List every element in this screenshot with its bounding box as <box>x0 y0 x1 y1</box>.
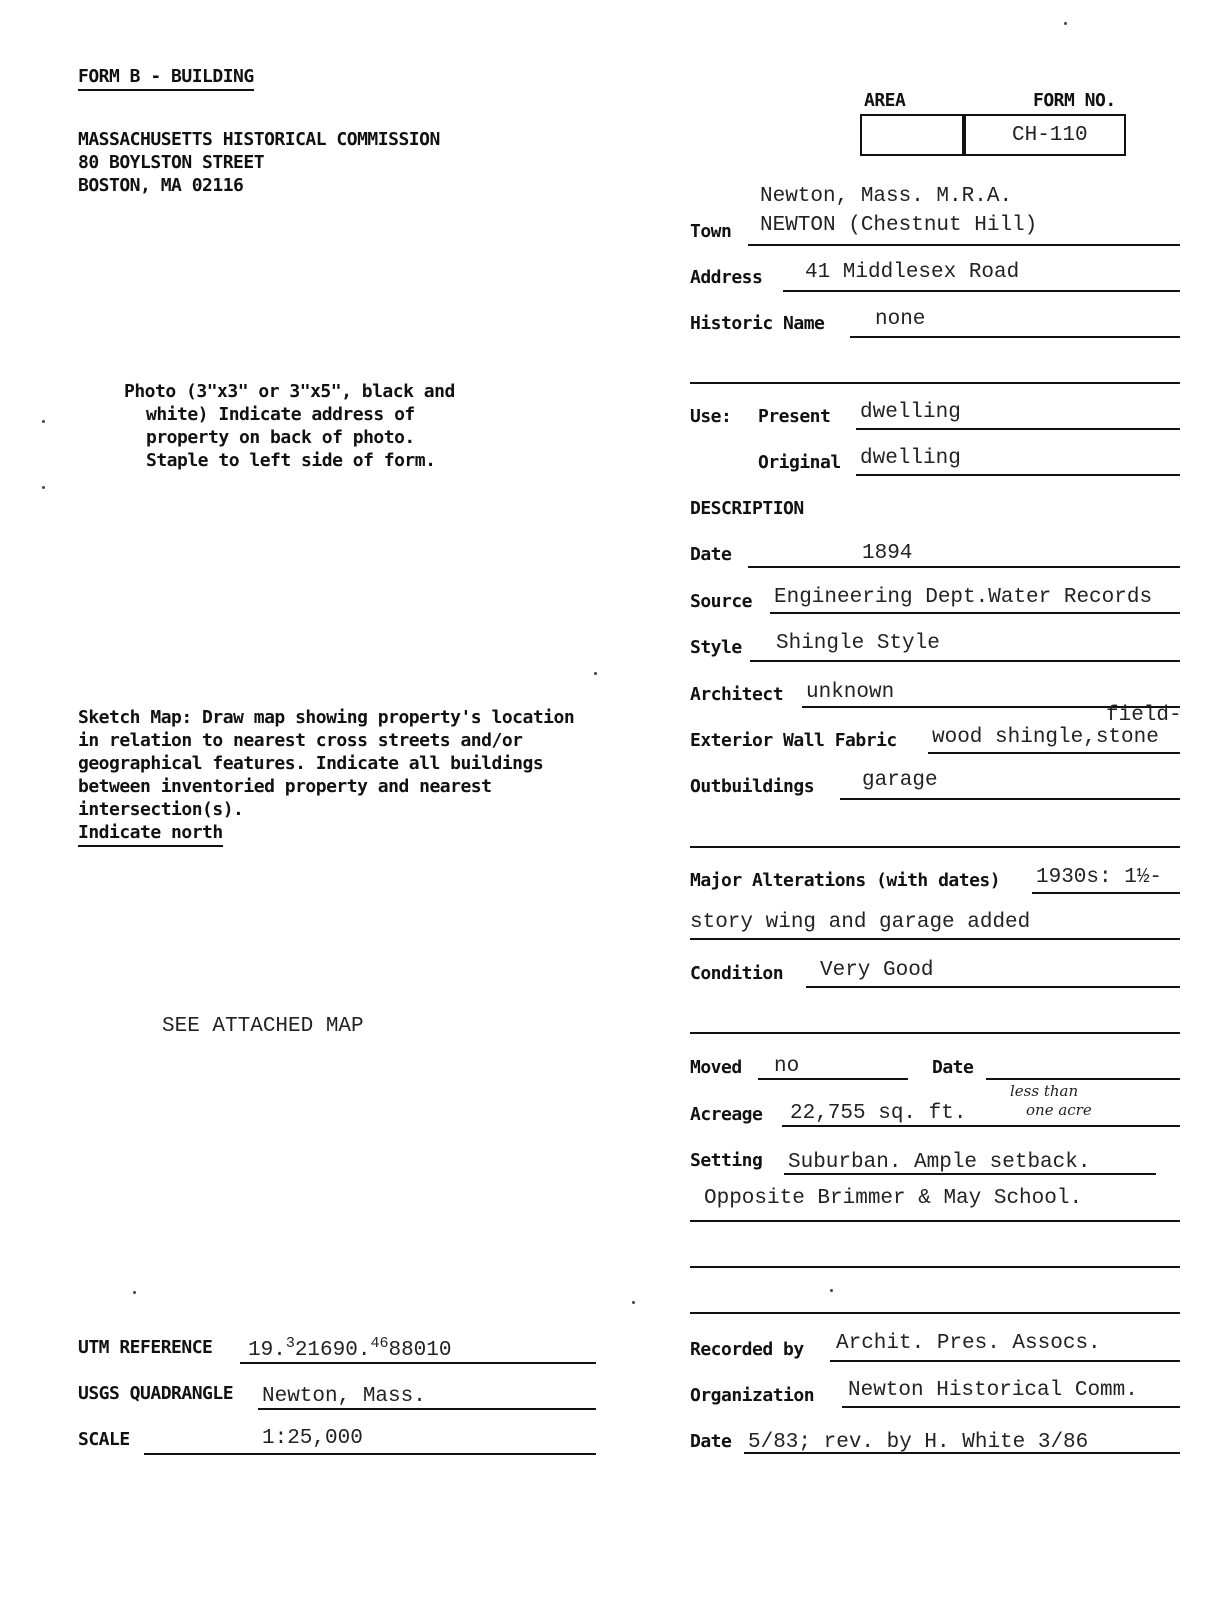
town-line <box>748 244 1180 246</box>
organization-line <box>842 1406 1180 1408</box>
condition-line <box>806 986 1180 988</box>
present-label: Present <box>758 406 831 427</box>
source-label: Source <box>690 591 753 612</box>
utm-value <box>248 1335 451 1362</box>
commission-city: BOSTON, MA 02116 <box>78 175 244 196</box>
setting-value-2: Opposite Brimmer & May School. <box>704 1187 1083 1210</box>
photo-instruction-line: Photo (3"x3" or 3"x5", black and <box>124 381 455 402</box>
sketch-map-line: geographical features. Indicate all buildings <box>78 753 544 774</box>
blank-line <box>690 1312 1180 1314</box>
historic-name-label: Historic Name <box>690 313 825 334</box>
setting-label: Setting <box>690 1150 763 1171</box>
sketch-map-line: between inventoried property and nearest <box>78 776 492 797</box>
style-label: Style <box>690 637 742 658</box>
form-title: FORM B - BUILDING <box>78 66 254 91</box>
utm-zone: 19. <box>248 1339 286 1362</box>
scan-speck <box>1064 22 1067 25</box>
utm-line <box>240 1362 596 1364</box>
area-label: AREA <box>864 90 906 111</box>
record-date-value: 5/83; rev. by H. White 3/86 <box>748 1431 1089 1454</box>
scan-speck <box>594 672 597 675</box>
alterations-value-2: story wing and garage added <box>690 911 1031 934</box>
alterations-label: Major Alterations (with dates) <box>690 870 1001 891</box>
recorded-by-value: Archit. Pres. Assocs. <box>836 1332 1101 1355</box>
acreage-note-2: one acre <box>1026 1101 1092 1119</box>
sketch-map-line: Sketch Map: Draw map showing property's location <box>78 707 575 728</box>
scale-value: 1:25,000 <box>262 1427 363 1450</box>
utm-easting: 21690. <box>294 1339 371 1362</box>
wall-fabric-value: wood shingle,stone <box>932 726 1159 749</box>
commission-name: MASSACHUSETTS HISTORICAL COMMISSION <box>78 129 440 150</box>
present-line <box>856 428 1180 430</box>
recorded-by-line <box>830 1360 1180 1362</box>
acreage-line <box>782 1125 1180 1127</box>
wall-fabric-label: Exterior Wall Fabric <box>690 730 897 751</box>
moved-line <box>758 1078 908 1080</box>
wall-fabric-line <box>928 752 1180 754</box>
form-no-box <box>964 114 1126 156</box>
date-label: Date <box>690 544 732 565</box>
photo-instruction-line: Staple to left side of form. <box>146 450 436 471</box>
scan-speck <box>42 486 45 489</box>
sketch-map-line: in relation to nearest cross streets and/or <box>78 730 523 751</box>
scan-speck <box>133 1291 136 1294</box>
utm-northing: 88010 <box>388 1339 452 1362</box>
scale-label: SCALE <box>78 1429 130 1450</box>
recorded-by-label: Recorded by <box>690 1339 804 1360</box>
outbuildings-value: garage <box>862 769 938 792</box>
commission-street: 80 BOYLSTON STREET <box>78 152 265 173</box>
utm-label: UTM REFERENCE <box>78 1337 213 1358</box>
description-heading: DESCRIPTION <box>690 498 804 519</box>
architect-label: Architect <box>690 684 784 705</box>
form-no-value: CH-110 <box>1012 124 1088 147</box>
organization-label: Organization <box>690 1385 815 1406</box>
usgs-value: Newton, Mass. <box>262 1385 426 1408</box>
historic-name-line <box>850 336 1180 338</box>
area-box <box>860 114 964 156</box>
utm-northing-prefix: 46 <box>370 1335 389 1352</box>
scan-speck <box>830 1289 833 1292</box>
setting-line <box>784 1173 1156 1175</box>
acreage-value: 22,755 sq. ft. <box>790 1102 967 1125</box>
alterations-value: 1930s: 1½- <box>1036 866 1163 889</box>
record-date-line <box>744 1452 1180 1454</box>
address-line <box>783 290 1180 292</box>
source-value: Engineering Dept.Water Records <box>774 586 1153 609</box>
moved-date-line <box>986 1078 1180 1080</box>
wall-value-top: field- <box>1106 704 1182 727</box>
present-value: dwelling <box>860 401 961 424</box>
sketch-map-line: intersection(s). <box>78 799 244 820</box>
town-note: Newton, Mass. M.R.A. <box>760 185 1013 208</box>
commission-address <box>78 128 440 197</box>
condition-value: Very Good <box>820 959 934 982</box>
style-value: Shingle Style <box>776 632 940 655</box>
date-line <box>748 566 1180 568</box>
scale-line <box>144 1453 596 1455</box>
form-no-label: FORM NO. <box>1033 90 1116 111</box>
original-line <box>856 474 1180 476</box>
sketch-map-instructions <box>78 706 574 844</box>
usgs-label: USGS QUADRANGLE <box>78 1383 234 1404</box>
setting-value: Suburban. Ample setback. <box>788 1151 1091 1174</box>
date-value: 1894 <box>862 542 913 565</box>
moved-value: no <box>774 1055 800 1078</box>
setting-line-2 <box>690 1220 1180 1222</box>
architect-value: unknown <box>806 681 895 704</box>
acreage-note-1: less than <box>1010 1082 1079 1100</box>
usgs-line <box>258 1408 596 1410</box>
moved-label: Moved <box>690 1057 742 1078</box>
address-label: Address <box>690 267 763 288</box>
historic-name-value: none <box>875 308 926 331</box>
town-label: Town <box>690 221 732 242</box>
photo-instruction-line: property on back of photo. <box>146 427 415 448</box>
blank-line <box>690 846 1180 848</box>
alterations-line <box>1032 892 1180 894</box>
blank-line <box>690 1032 1180 1034</box>
utm-easting-prefix: 3 <box>285 1335 295 1352</box>
scan-speck <box>632 1301 635 1304</box>
outbuildings-line <box>840 798 1180 800</box>
organization-value: Newton Historical Comm. <box>848 1379 1138 1402</box>
address-value: 41 Middlesex Road <box>805 261 1020 284</box>
acreage-label: Acreage <box>690 1104 763 1125</box>
scan-speck <box>42 420 45 423</box>
blank-line <box>690 382 1180 384</box>
moved-date-label: Date <box>932 1057 974 1078</box>
style-line <box>750 660 1180 662</box>
alterations-line-2 <box>690 938 1180 940</box>
indicate-north: Indicate north <box>78 822 223 847</box>
blank-line <box>690 1266 1180 1268</box>
condition-label: Condition <box>690 963 784 984</box>
photo-instructions <box>124 380 455 472</box>
town-value: NEWTON (Chestnut Hill) <box>760 214 1038 237</box>
use-label: Use: <box>690 406 732 427</box>
photo-instruction-line: white) Indicate address of <box>146 404 415 425</box>
outbuildings-label: Outbuildings <box>690 776 815 797</box>
source-line <box>770 612 1180 614</box>
see-attached-map: SEE ATTACHED MAP <box>162 1015 364 1038</box>
original-value: dwelling <box>860 447 961 470</box>
original-label: Original <box>758 452 841 473</box>
record-date-label: Date <box>690 1431 732 1452</box>
